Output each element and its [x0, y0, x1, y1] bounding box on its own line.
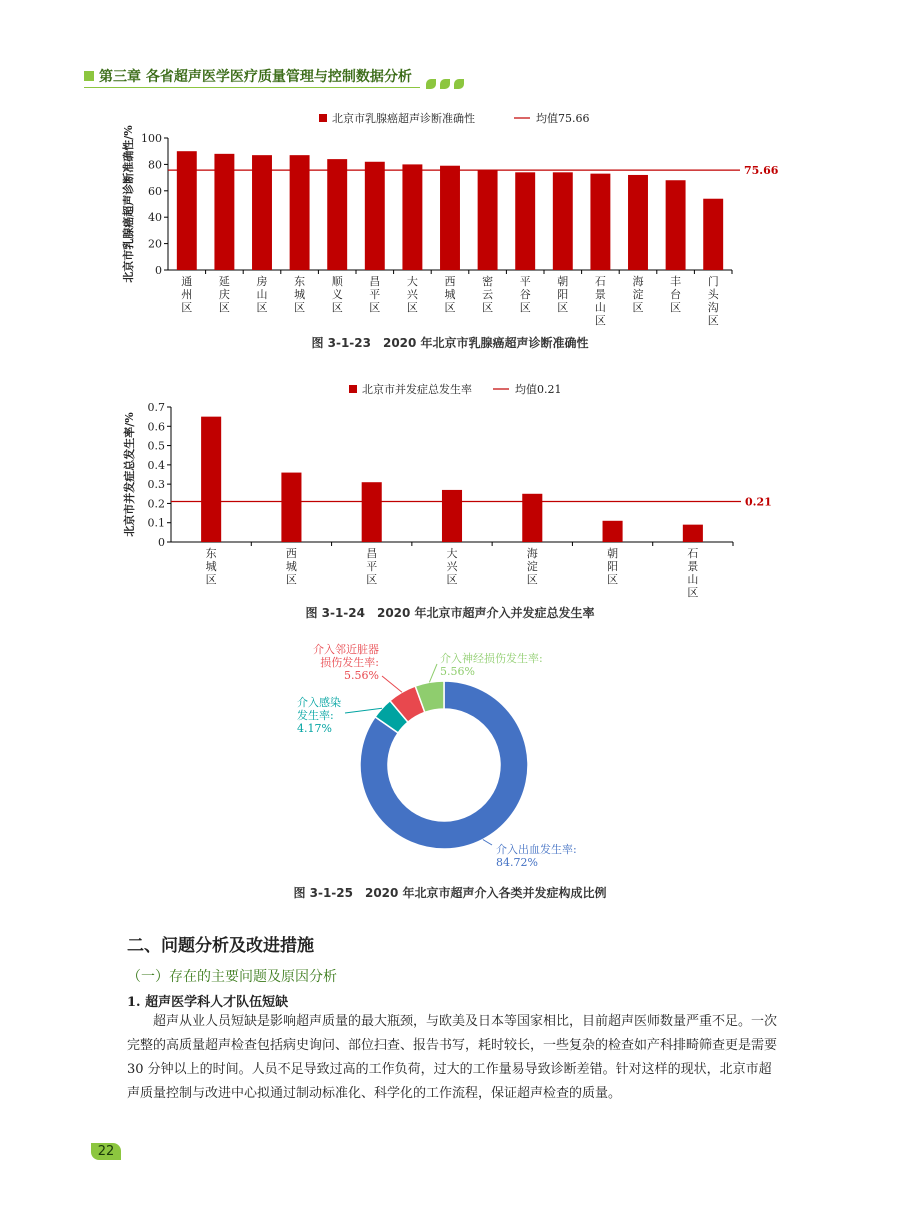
y-tick-label: 0: [155, 264, 162, 277]
y-tick-label: 0.2: [147, 497, 165, 511]
x-tick-label: 石景山区: [687, 547, 699, 599]
bar: [362, 482, 382, 542]
header-leaf-icon: [454, 79, 464, 89]
y-tick-label: 0.6: [147, 420, 165, 434]
section-heading: 二、问题分析及改进措施: [127, 936, 314, 956]
legend-bar-label: 北京市乳腺癌超声诊断准确性: [332, 112, 475, 125]
bar: [440, 166, 460, 270]
donut-label-organ: 介入邻近脏器损伤发生率: 5.56%: [313, 643, 379, 682]
y-tick-label: 0.5: [147, 439, 165, 453]
bar: [365, 162, 385, 270]
bar: [214, 154, 234, 270]
donut-leader-line: [345, 708, 382, 713]
bar: [252, 155, 272, 270]
x-tick-label: 大兴区: [406, 275, 418, 314]
y-tick-label: 0: [158, 536, 165, 549]
legend-line-label: 均值75.66: [536, 112, 590, 125]
header-marker: [84, 71, 94, 81]
x-tick-label: 海淀区: [632, 275, 644, 314]
x-tick-label: 朝阳区: [607, 547, 619, 586]
bar: [628, 175, 648, 270]
x-tick-label: 昌平区: [369, 275, 381, 314]
bar: [603, 521, 623, 542]
x-tick-label: 东城区: [205, 547, 217, 586]
y-tick-label: 40: [148, 211, 162, 225]
donut-label-nerve: 介入神经损伤发生率: 5.56%: [440, 652, 543, 678]
subsection-heading: （一）存在的主要问题及原因分析: [127, 969, 337, 985]
x-tick-label: 房山区: [256, 275, 268, 314]
donut-label-infection: 介入感染发生率: 4.17%: [297, 696, 341, 735]
bar: [683, 525, 703, 542]
y-tick-label: 60: [148, 184, 162, 198]
x-tick-label: 石景山区: [594, 275, 606, 327]
x-tick-label: 大兴区: [446, 547, 458, 586]
bar: [703, 199, 723, 270]
donut-leader-line: [483, 839, 492, 845]
legend-bar-swatch: [349, 385, 357, 393]
figure-caption-2: 图 3-1-24 2020 年北京市超声介入并发症总发生率: [305, 606, 595, 620]
x-tick-label: 顺义区: [331, 275, 343, 314]
y-tick-label: 80: [148, 158, 162, 172]
x-tick-label: 西城区: [285, 547, 297, 586]
bar: [478, 170, 498, 270]
bar: [327, 159, 347, 270]
header-leaf-icon: [426, 79, 436, 89]
bar: [553, 172, 573, 270]
figure-caption-1: 图 3-1-23 2020 年北京市乳腺癌超声诊断准确性: [311, 336, 589, 350]
complication-rate-chart: [0, 375, 900, 600]
complication-composition-donut: [0, 640, 900, 880]
x-tick-label: 海淀区: [526, 547, 538, 586]
x-tick-label: 东城区: [294, 275, 306, 314]
y-tick-label: 0.3: [147, 478, 165, 492]
x-tick-label: 延庆区: [218, 275, 230, 314]
x-tick-label: 朝阳区: [557, 275, 569, 314]
x-tick-label: 平谷区: [519, 275, 531, 314]
x-tick-label: 昌平区: [366, 547, 378, 586]
bar: [177, 151, 197, 270]
x-tick-label: 门头沟区: [707, 275, 719, 327]
mean-line-label: 0.21: [745, 495, 772, 509]
page-number: 22: [91, 1143, 121, 1160]
y-tick-label: 20: [148, 237, 162, 251]
legend-line-label: 均值0.21: [515, 383, 562, 396]
bar: [442, 490, 462, 542]
header-rule: [84, 87, 420, 88]
bar: [590, 174, 610, 270]
bar: [515, 172, 535, 270]
y-axis-label: 北京市乳腺癌超声诊断准确性/%: [122, 125, 135, 283]
donut-leader-line: [382, 676, 402, 692]
donut-leader-line: [429, 664, 437, 682]
y-tick-label: 0.4: [147, 458, 165, 472]
body-paragraph: 超声从业人员短缺是影响超声质量的最大瓶颈，与欧美及日本等国家相比，目前超声医师数量严重不足。一次完整的高质量超声检查包括病史询问、部位扫查、报告书写，耗时较长，一些复杂的检查如产科排畸筛查更是需要 30 分钟以上的时间。人员不足导致过高的工作负荷，过大的工作量易导致诊断差错。针对这样的现状，北京市超声质量控制与改进中心拟通过制动标准化、科学化的工作流程，保证超声检查的质量。: [127, 1014, 778, 1101]
y-tick-label: 100: [141, 132, 162, 145]
donut-label-bleeding: 介入出血发生率: 84.72%: [496, 843, 577, 869]
figure-caption-3: 图 3-1-25 2020 年北京市超声介入各类并发症构成比例: [293, 886, 607, 900]
x-tick-label: 密云区: [482, 275, 494, 314]
y-tick-label: 0.1: [147, 516, 165, 530]
x-tick-label: 丰台区: [670, 275, 682, 314]
legend-bar-label: 北京市并发症总发生率: [362, 383, 472, 396]
chapter-title: 第三章 各省超声医学医疗质量管理与控制数据分析: [99, 69, 412, 85]
x-tick-label: 通州区: [181, 275, 193, 314]
breast-cancer-accuracy-chart: [0, 100, 900, 330]
x-tick-label: 西城区: [444, 275, 456, 314]
y-tick-label: 0.7: [147, 401, 165, 414]
subsubsection-heading: 1. 超声医学科人才队伍短缺: [127, 995, 289, 1010]
bar: [666, 180, 686, 270]
header-leaf-icon: [440, 79, 450, 89]
bar: [402, 164, 422, 270]
bar: [281, 473, 301, 542]
y-axis-label: 北京市并发症总发生率/%: [123, 412, 136, 537]
bar: [290, 155, 310, 270]
bar: [201, 417, 221, 542]
mean-line-label: 75.66: [744, 164, 779, 178]
legend-bar-swatch: [319, 114, 327, 122]
